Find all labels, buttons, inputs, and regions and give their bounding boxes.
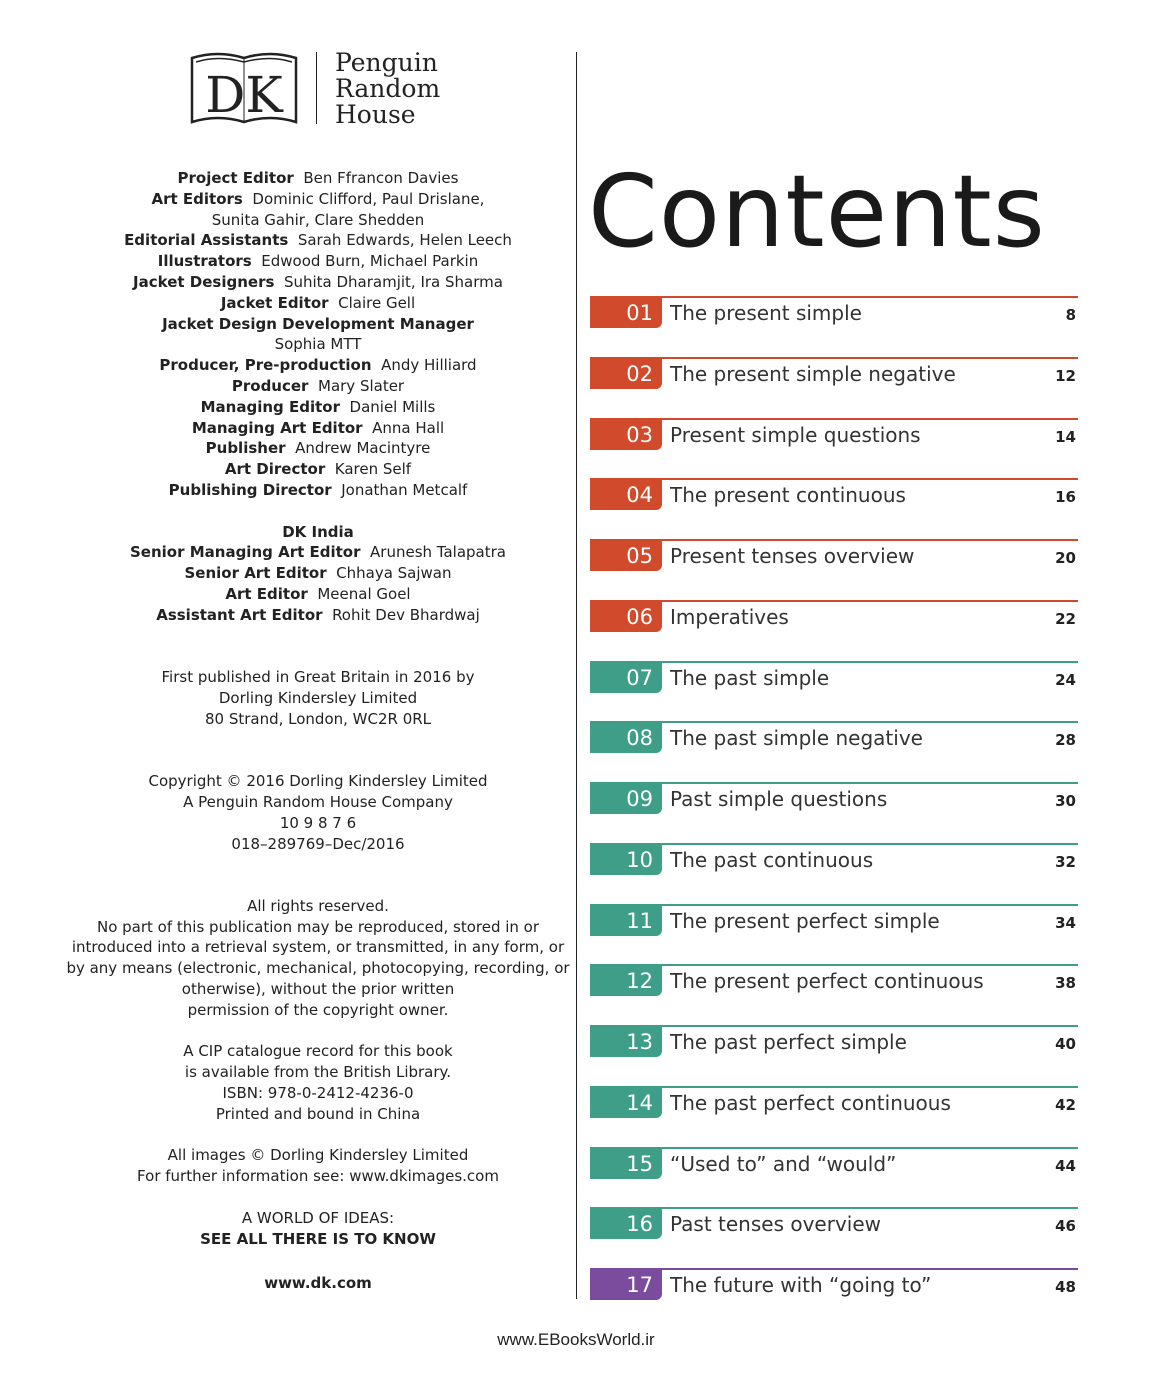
credit-name: Meenal Goel (317, 584, 411, 603)
credit-name: Sunita Gahir, Clare Shedden (211, 210, 425, 229)
toc-number-badge: 14 (590, 1088, 662, 1118)
credit-line (60, 418, 576, 439)
dk-logo-text: DK (205, 66, 283, 124)
credit-name: Mary Slater (318, 376, 405, 395)
toc-number-badge: 10 (590, 845, 662, 875)
rights-line: introduced into a retrieval system, or transmitted, in any form, or (71, 938, 565, 957)
toc-title: The past perfect continuous (670, 1090, 951, 1115)
printed-line: Printed and bound in China (215, 1104, 421, 1123)
tagline-1: A WORLD OF IDEAS: (241, 1208, 395, 1227)
publisher-address: 80 Strand, London, WC2R 0RL (204, 709, 432, 728)
toc-title: The present simple (670, 301, 862, 325)
credit-line (60, 397, 576, 418)
toc-item[interactable] (590, 964, 1078, 998)
credit-line (60, 334, 576, 355)
credits-column (60, 168, 576, 1294)
cip-line: is available from the British Library. (184, 1063, 452, 1082)
toc-item[interactable] (590, 1025, 1078, 1059)
publisher-line-1: Penguin (335, 48, 438, 77)
credit-line (60, 376, 576, 397)
toc-title: The past continuous (670, 847, 874, 872)
toc-page-number: 44 (1055, 1156, 1076, 1175)
first-published: First published in Great Britain in 2016 by (161, 668, 475, 687)
credit-role: Jacket Designers (133, 272, 275, 291)
toc-page-number: 16 (1055, 488, 1076, 507)
credit-line (60, 542, 576, 563)
credit-name: Sophia MTT (274, 335, 362, 354)
credit-name: Karen Self (334, 460, 412, 479)
dk-india-heading: DK India (282, 522, 354, 541)
toc-page-number: 12 (1055, 366, 1076, 385)
toc-item[interactable] (590, 721, 1078, 755)
toc-number-badge: 05 (590, 541, 662, 571)
toc-page-number: 24 (1055, 670, 1076, 689)
credit-line (60, 230, 576, 251)
toc-item[interactable] (590, 1147, 1078, 1181)
toc-number-badge: 06 (590, 602, 662, 632)
publication-code: 018–289769–Dec/2016 (231, 834, 405, 853)
credit-line (60, 563, 576, 584)
credit-line (60, 584, 576, 605)
credit-name: Andrew Macintyre (295, 439, 431, 458)
toc-number-badge: 01 (590, 298, 662, 328)
toc-number-badge: 07 (590, 663, 662, 693)
toc-page-number: 28 (1055, 731, 1076, 750)
toc-title: The present continuous (670, 483, 906, 508)
credit-name: Dominic Clifford, Paul Drislane, (252, 189, 485, 208)
publisher-line-2: Random (335, 74, 441, 103)
credit-role: Editorial Assistants (124, 231, 289, 250)
toc-number-badge: 03 (590, 420, 662, 450)
toc-title: The future with “going to” (670, 1273, 932, 1297)
images-line: All images © Dorling Kindersley Limited (167, 1146, 469, 1165)
toc-title: Imperatives (670, 604, 789, 629)
rights-line: All rights reserved. (247, 896, 389, 915)
cip-line: A CIP catalogue record for this book (183, 1042, 453, 1061)
toc-page-number: 30 (1055, 792, 1076, 810)
toc-item[interactable] (590, 600, 1078, 634)
publisher-company: Dorling Kindersley Limited (218, 688, 418, 707)
credit-line (60, 210, 576, 231)
toc-number-badge: 11 (590, 906, 662, 936)
toc-item[interactable] (590, 418, 1078, 452)
toc-rule (590, 661, 1078, 663)
toc-item[interactable] (590, 478, 1078, 512)
credit-role: Art Editor (225, 584, 308, 603)
toc-page-number: 48 (1055, 1278, 1076, 1296)
toc-title: The past simple negative (670, 726, 923, 751)
toc-number-badge: 17 (590, 1270, 662, 1300)
toc-page-number: 34 (1055, 913, 1076, 932)
contents-title: Contents (588, 153, 1046, 270)
credit-role: Art Director (224, 460, 326, 479)
logo-separator (316, 52, 317, 124)
toc-page-number: 22 (1055, 609, 1076, 628)
publisher-line-3: House (335, 100, 416, 129)
credit-role: Illustrators (157, 252, 252, 271)
toc-item[interactable] (590, 1086, 1078, 1120)
copyright-line: Copyright © 2016 Dorling Kindersley Limited (148, 772, 488, 791)
credit-name: Sarah Edwards, Helen Leech (297, 231, 512, 250)
credit-name: Rohit Dev Bhardwaj (332, 605, 480, 624)
dk-penguin-logo (190, 48, 460, 129)
toc-item[interactable] (590, 782, 1078, 816)
toc-title: Past simple questions (670, 787, 888, 811)
credit-role: Jacket Design Development Manager (162, 314, 474, 333)
toc-number-badge: 12 (590, 966, 662, 996)
credit-name: Anna Hall (372, 418, 445, 437)
credit-name: Edwood Burn, Michael Parkin (261, 252, 479, 271)
credit-role: Senior Art Editor (184, 564, 327, 583)
toc-title: The present perfect simple (670, 908, 940, 933)
toc-item[interactable] (590, 904, 1078, 938)
credit-line (60, 314, 576, 335)
company-line: A Penguin Random House Company (183, 792, 453, 811)
column-divider (576, 52, 577, 1299)
credit-role: Producer, Pre-production (159, 356, 372, 375)
dk-book-logo-icon (190, 50, 298, 126)
toc-number-badge: 04 (590, 480, 662, 510)
credit-role: Publishing Director (168, 480, 332, 499)
toc-item[interactable] (590, 357, 1078, 391)
toc-item[interactable] (590, 296, 1078, 330)
credit-role: Art Editors (151, 189, 243, 208)
toc-title: Present simple questions (670, 422, 921, 447)
credit-line (60, 251, 576, 272)
credit-name: Jonathan Metcalf (341, 480, 468, 499)
toc-item[interactable] (590, 843, 1078, 877)
toc-page-number: 46 (1055, 1217, 1076, 1236)
credit-line (60, 355, 576, 376)
images-info-line: For further information see: www.dkimages.com (137, 1167, 499, 1186)
rights-line: by any means (electronic, mechanical, photocopying, recording, or (66, 959, 570, 978)
credit-line (60, 438, 576, 459)
toc-number-badge: 15 (590, 1149, 662, 1179)
print-run: 10 9 8 7 6 (279, 813, 357, 832)
toc-page-number: 14 (1055, 427, 1076, 446)
rights-line: otherwise), without the prior written (181, 980, 455, 999)
credit-name: Andy Hilliard (381, 356, 477, 375)
toc-title: The past perfect simple (670, 1030, 907, 1054)
credit-name: Chhaya Sajwan (336, 564, 452, 583)
toc-page-number: 8 (1065, 306, 1076, 324)
toc-page-number: 20 (1055, 549, 1076, 567)
toc-item[interactable] (590, 539, 1078, 573)
toc-title: The past simple (670, 665, 830, 690)
toc-item[interactable] (590, 1207, 1078, 1241)
credit-role: Senior Managing Art Editor (130, 543, 361, 562)
credit-line (60, 272, 576, 293)
credit-role: Jacket Editor (220, 293, 329, 312)
credit-role: Project Editor (177, 169, 294, 187)
credit-name: Arunesh Talapatra (370, 543, 506, 562)
credit-name: Claire Gell (338, 293, 416, 312)
toc-page-number: 40 (1055, 1035, 1076, 1053)
toc-title: The present simple negative (670, 361, 956, 386)
isbn-line: ISBN: 978-0-2412-4236-0 (222, 1084, 414, 1103)
toc-page-number: 42 (1055, 1095, 1076, 1114)
credit-line (60, 459, 576, 480)
credit-line (60, 605, 576, 626)
credit-line (60, 293, 576, 314)
toc-title: Present tenses overview (670, 544, 915, 568)
publisher-wordmark (335, 50, 465, 128)
credit-role: Assistant Art Editor (156, 605, 323, 624)
tagline-2: SEE ALL THERE IS TO KNOW (200, 1229, 436, 1248)
credit-role: Managing Art Editor (191, 418, 363, 437)
credit-line (60, 189, 576, 210)
rights-line: No part of this publication may be reproduced, stored in or (96, 917, 540, 936)
toc-page-number: 32 (1055, 852, 1076, 871)
credit-role: Managing Editor (200, 397, 340, 416)
credit-name: Suhita Dharamjit, Ira Sharma (283, 272, 503, 291)
toc-item[interactable] (590, 1268, 1078, 1302)
credit-role: Publisher (205, 439, 286, 458)
dk-website[interactable]: www.dk.com (264, 1274, 372, 1293)
toc-title: Past tenses overview (670, 1212, 882, 1237)
toc-title: The present perfect continuous (670, 969, 984, 994)
toc-page-number: 38 (1055, 974, 1076, 993)
credit-role: Producer (231, 376, 309, 395)
credit-name: Daniel Mills (349, 397, 436, 416)
toc-number-badge: 02 (590, 359, 662, 389)
toc-number-badge: 08 (590, 723, 662, 753)
rights-line: permission of the copyright owner. (187, 1000, 449, 1019)
toc-title: “Used to” and “would” (670, 1151, 897, 1176)
toc-rule (590, 600, 1078, 602)
toc-number-badge: 09 (590, 784, 662, 814)
credit-line (60, 168, 576, 189)
toc-item[interactable] (590, 661, 1078, 695)
credit-name: Ben Ffrancon Davies (303, 169, 459, 187)
toc-number-badge: 16 (590, 1209, 662, 1239)
toc-number-badge: 13 (590, 1027, 662, 1057)
footer-url[interactable]: www.EBooksWorld.ir (497, 1330, 655, 1349)
credit-line (60, 480, 576, 501)
